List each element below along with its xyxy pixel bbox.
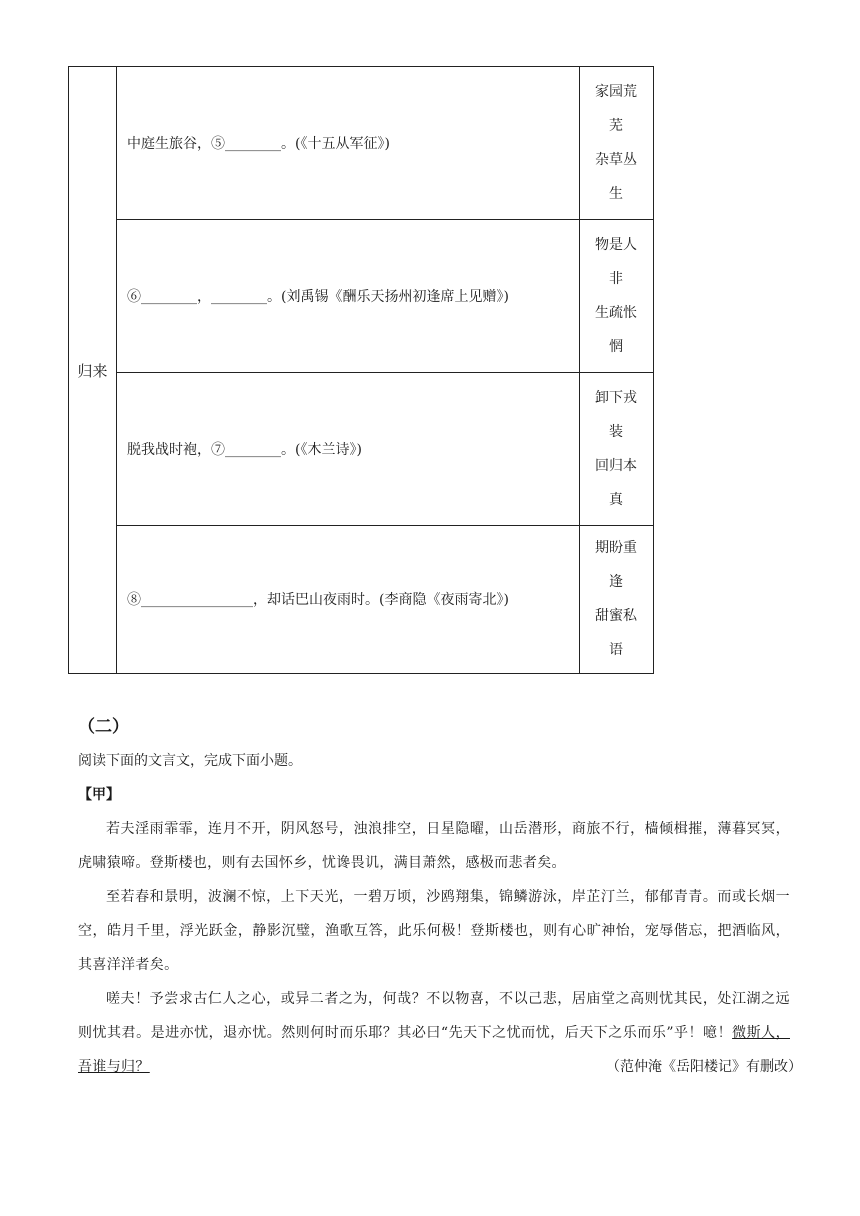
category-cell [69,67,117,673]
passage-paragraph: 至若春和景明，波澜不惊，上下天光，一碧万顷，沙鸥翔集，锦鳞游泳，岸芷汀兰，郁郁青青。而或长烟一空，皓月千里，浮光跃金，静影沉璧，渔歌互答，此乐何极！登斯楼也，则有心旷神怡，宠辱偕忘，把酒临风，其喜洋洋者矣。 [78,889,790,973]
part-label: 【甲】 [78,787,120,803]
meaning-line: 生 [609,186,623,202]
meaning-line: 非 [609,271,623,287]
poetry-table [68,66,654,674]
classical-passage [78,812,790,1084]
section-instruction: 阅读下面的文言文，完成下面小题。 [78,753,302,769]
table-row [117,522,653,675]
meaning-cell [580,373,652,525]
verse-cell: 脱我战时袍，⑦________。(《木兰诗》) [127,442,362,458]
meaning-cell [580,522,652,675]
verse-cell: ⑧________________，却话巴山夜雨时。(李商隐《夜雨寄北》) [127,591,509,608]
passage-text: 嗟夫！予尝求古仁人之心，或异二者之为，何哉？不以物喜，不以己悲，居庙堂之高则忧其民，处江湖之远则忧其君。是进亦忧，退亦忧。然则何时而乐耶？其必曰“先天下之忧而忧，后天下之乐而乐”乎！噫！ [78,991,790,1041]
meaning-line: 物是人 [595,237,637,253]
meaning-line: 惘 [609,339,623,355]
table-row [117,67,653,220]
verse-cell: 中庭生旅谷，⑤________。(《十五从军征》) [127,136,390,152]
underlined-sentence: 微斯人，吾谁与归？ [78,1025,790,1075]
passage-source: （范仲淹《岳阳楼记》有删改） [606,1059,802,1075]
table-row [117,373,653,526]
meaning-cell [580,220,652,372]
meaning-cell [580,67,652,219]
meaning-line: 甜蜜私 [595,607,637,624]
meaning-line: 家园荒 [595,84,637,100]
meaning-line: 芜 [609,118,623,134]
meaning-line: 真 [609,492,623,508]
meaning-line: 装 [609,424,623,440]
meaning-line: 期盼重 [595,539,637,556]
meaning-line: 杂草丛 [595,152,637,168]
section-title: （二） [78,717,129,737]
meaning-line: 生疏怅 [595,305,637,321]
table-row [117,220,653,373]
verse-cell: ⑥________，________。(刘禹锡《酬乐天扬州初逢席上见赠》) [127,289,509,305]
meaning-line: 逢 [609,573,623,590]
meaning-line: 回归本 [595,458,637,474]
meaning-line: 语 [609,641,623,658]
category-label: 归来 [77,361,108,380]
meaning-line: 卸下戎 [595,390,637,406]
passage-paragraph: 若夫淫雨霏霏，连月不开，阴风怒号，浊浪排空，日星隐曜，山岳潜形，商旅不行，樯倾楫摧，薄暮冥冥，虎啸猿啼。登斯楼也，则有去国怀乡，忧谗畏讥，满目萧然，感极而悲者矣。 [78,821,790,871]
